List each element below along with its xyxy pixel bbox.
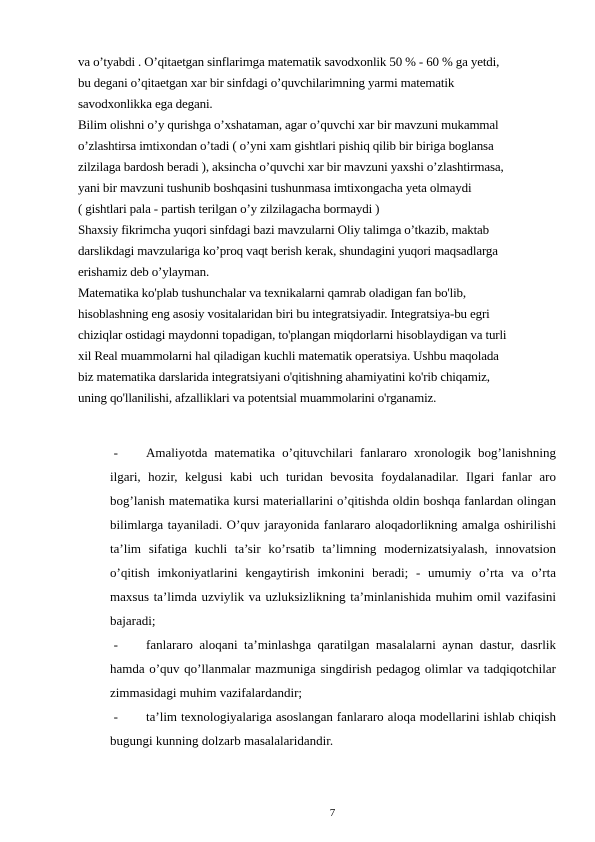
text-line: yani bir mavzuni tushunib boshqasini tushunmasa imtixongacha yeta olmaydi	[78, 180, 472, 195]
bullet-text: ta’lim texnologiyalariga asoslangan fanlararo aloqa modellarini ishlab chiqish bugungi kunning dolzarb masalalaridandir.	[110, 709, 556, 748]
bullet-dash: -	[113, 709, 118, 724]
bullet-list	[110, 441, 556, 753]
text-line: Bilim olishni o’y qurishga o’xshataman, agar o’quvchi xar bir mavzuni mukammal	[78, 117, 499, 132]
text-line: zilzilaga bardosh beradi ), aksincha o’quvchi xar bir mavzuni yaxshi o’zlashtirmasa,	[78, 159, 504, 174]
text-line: Matematika ko'plab tushunchalar va texnikalarni qamrab oladigan fan bo'lib,	[78, 285, 466, 300]
text-line: hisoblashning eng asosiy vositalaridan biri bu integratsiyadir. Integratsiya-bu egri	[78, 306, 490, 321]
text-line: erishamiz deb o’ylayman.	[78, 264, 210, 279]
text-line: chiziqlar ostidagi maydonni topadigan, to'plangan miqdorlarni hisoblaydigan va turli	[78, 327, 507, 342]
bullet-item	[110, 633, 556, 705]
text-line: Shaxsiy fikrimcha yuqori sinfdagi bazi mavzularni Oliy talimga o’tkazib, maktab	[78, 222, 490, 237]
bullet-text: Amaliyotda matematika o’qituvchilari fanlararo xronologik bog’lanishning ilgari, hozir, kelgusi kabi uch turidan bevosita foydalanadilar. Ilgari fanlar aro bog’lanish matematika kursi materiallarini o’qitishda oldin boshqa fanlardan olingan bilimlarga tayaniladi. O’quv jarayonida fanlararo aloqadorlikning amalga oshirilishi ta’lim sifatiga kuchli ta’sir ko’rsatib ta’limning modernizatsiyalash, innovatsion o’qitish imkoniyatlarini kengaytirish imkonini beradi; - umumiy o’rta va o’rta maxsus ta’limda uzviylik va uzluksizlikning ta’minlanishida muhim omil vazifasini bajaradi;	[110, 445, 556, 628]
bullet-item	[110, 705, 556, 753]
text-line: bu degani o’qitaetgan xar bir sinfdagi o’quvchilarimning yarmi matematik	[78, 75, 455, 90]
text-line: xil Real muammolarni hal qiladigan kuchli matematik operatsiya. Ushbu maqolada	[78, 348, 499, 363]
page-number: 7	[329, 807, 336, 819]
bullet-item	[110, 441, 556, 633]
text-line: va o’tyabdi . O’qitaetgan sinflarimga matematik savodxonlik 50 % - 60 % ga yetdi,	[78, 54, 500, 69]
intro-text	[78, 51, 556, 408]
text-line: savodxonlikka ega degani.	[78, 96, 213, 111]
bullet-dash: -	[113, 637, 118, 652]
text-line: ( gishtlari pala - partish terilgan o’y zilzilagacha bormaydi )	[78, 201, 380, 216]
text-line: biz matematika darslarida integratsiyani o'qitishning ahamiyatini ko'rib chiqamiz,	[78, 369, 490, 384]
text-line: o’zlashtirsa imtixondan o’tadi ( o’yni xam gishtlari pishiq qilib bir biriga boglansa	[78, 138, 494, 153]
bullet-dash: -	[113, 445, 118, 460]
text-line: uning qo'llanilishi, afzalliklari va potentsial muammolarini o'rganamiz.	[78, 390, 437, 405]
text-line: darslikdagi mavzulariga ko’proq vaqt berish kerak, shundagini yuqori maqsadlarga	[78, 243, 498, 258]
bullet-text: fanlararo aloqani ta’minlashga qaratilgan masalalarni aynan dastur, dasrlik hamda o’quv qo’llanmalar mazmuniga singdirish pedagog olimlar va tadqiqotchilar zimmasidagi muhim vazifalardandir;	[110, 637, 556, 700]
